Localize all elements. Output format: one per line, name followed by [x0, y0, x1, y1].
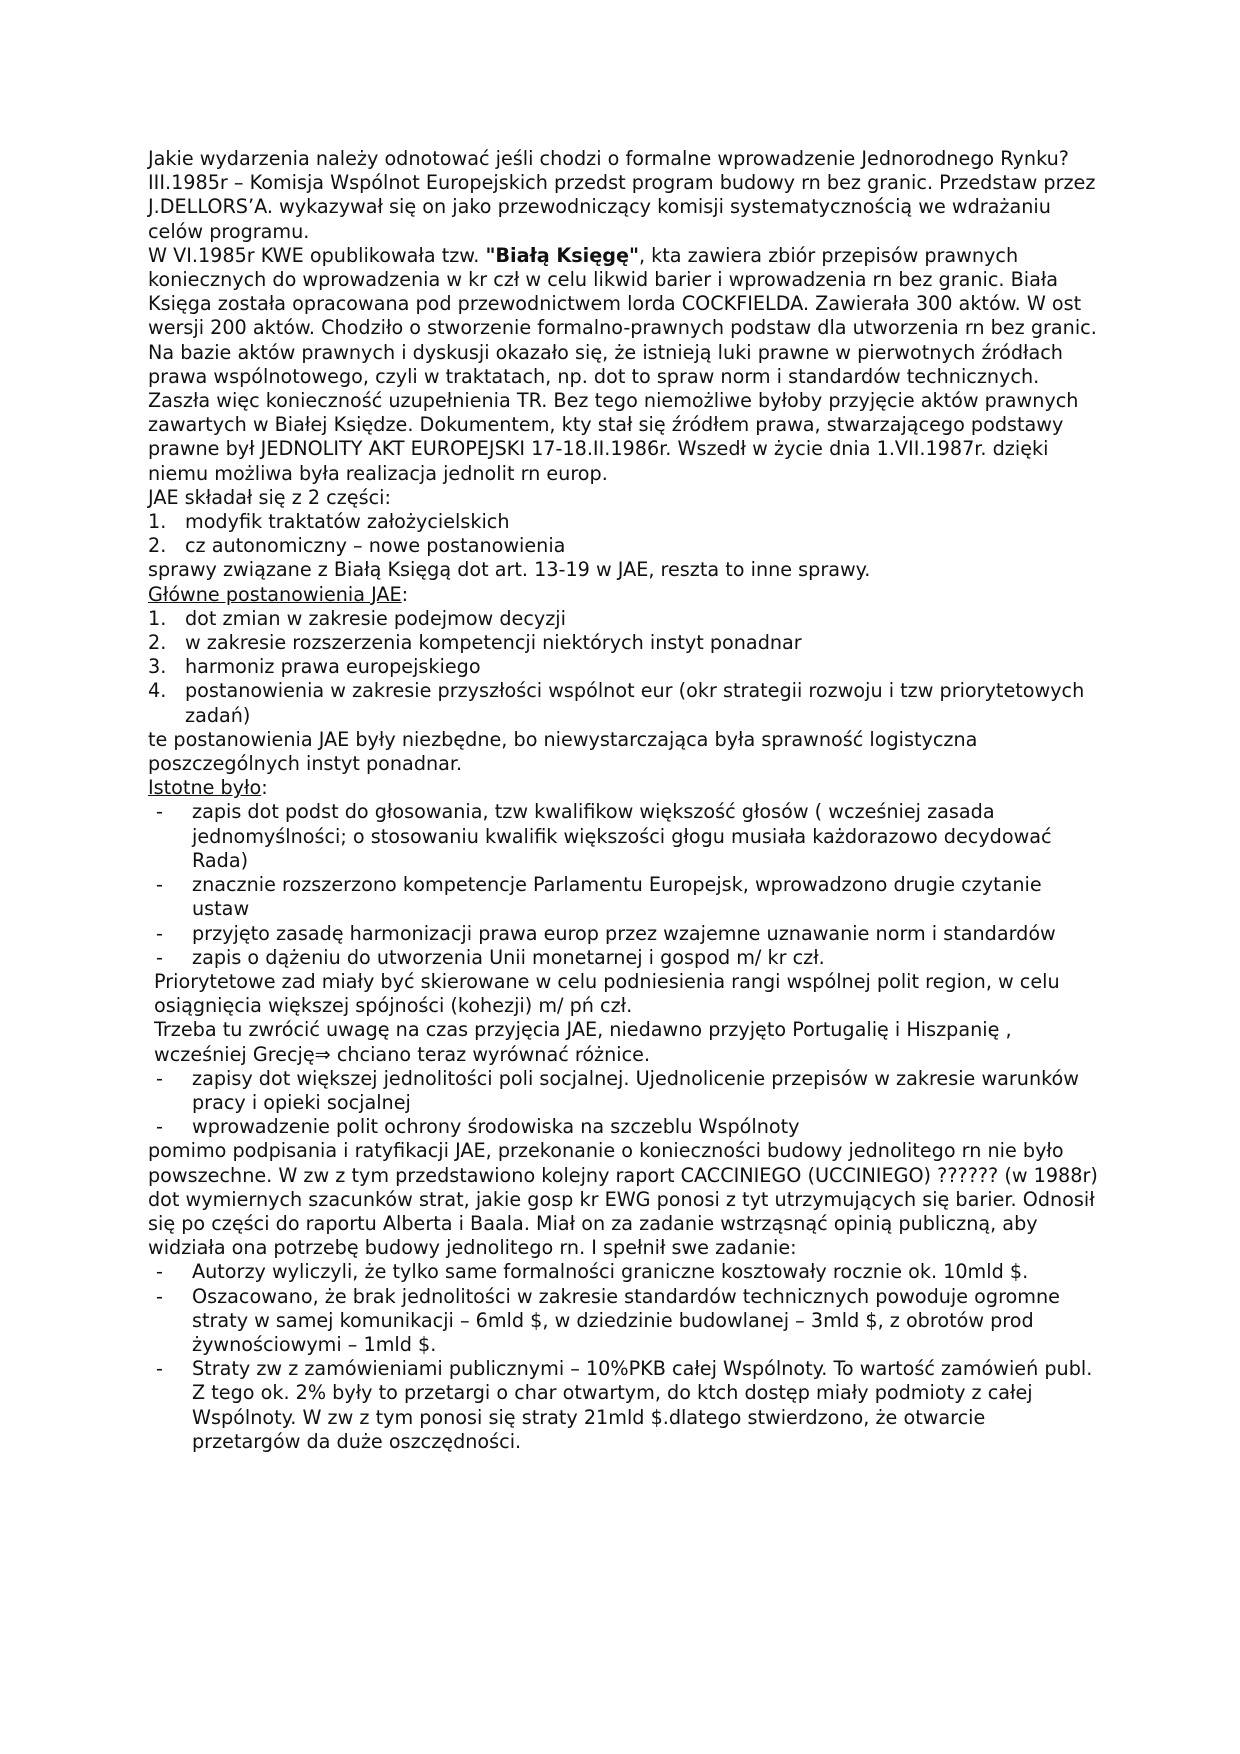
list-item-text: dot zmian w zakresie podejmow decyzji [185, 606, 566, 630]
list-item [148, 922, 1098, 946]
list-item [148, 1067, 1098, 1115]
list-dash: - [156, 1115, 163, 1139]
list-number: 2. [148, 534, 167, 558]
list-item-text: cz autonomiczny – nowe postanowienia [185, 534, 566, 558]
list-dash: - [156, 800, 163, 824]
list-item-text: zapisy dot większej jednolitości poli socjalnej. Ujednolicenie przepisów w zakresie warunków pracy i opieki socjalnej [192, 1066, 1079, 1114]
list-dash: - [156, 873, 163, 897]
list-item [148, 655, 1098, 679]
heading-main-provisions [148, 583, 1098, 607]
list-item-text: zapis dot podst do głosowania, tzw kwalifikow większość głosów ( wcześniej zasada jednomyślności; o stosowaniu kwalifik większości głogu musiała każdorazowo decydować Rada) [192, 800, 1052, 872]
list-number: 1. [148, 510, 167, 534]
white-paper-intro: W VI.1985r KWE opublikowała tzw. [148, 243, 486, 267]
paragraph-jae-parts: JAE składał się z 2 części: [148, 485, 391, 509]
heading-important [148, 776, 1098, 800]
list-item-text: harmoniz prawa europejskiego [185, 655, 481, 679]
list-item-text: w zakresie rozszerzenia kompetencji niektórych instyt ponadnar [185, 631, 802, 655]
list-dash: - [156, 945, 163, 969]
paragraph-priority-tasks: Priorytetowe zad miały być skierowane w celu podniesienia rangi wspólnej polit region, w celu osiągnięcia większej spójności (kohezji) m/ pń czł. [154, 969, 1060, 1018]
paragraph-provisions-necessary: te postanowienia JAE były niezbędne, bo niewystarczająca była sprawność logistyczna poszczególnych instyt ponadnar. [148, 727, 978, 776]
list-item [148, 946, 1098, 970]
list-dash: - [156, 1260, 163, 1284]
list-item [148, 679, 1098, 727]
list-number: 1. [148, 606, 167, 630]
paragraph-single-european-act: Na bazie aktów prawnych i dyskusji okazało się, że istnieją luki prawne w pierwotnych źródłach prawa wspólnotowego, czyli w traktatach, np. dot to spraw norm i standardów technicznych. Zaszła więc konieczność uzupełnienia TR. Bez tego niemożliwe byłoby przyjęcie aktów prawnych zawartych w Białej Księdze. Dokumentem, kty stał się źródłem prawa, stwarzającego podstawy prawne był JEDNOLITY AKT EUROPEJSKI 17-18.II.1986r. Wszedł w życie dnia 1.VII.1987r. dzięki niemu możliwa była realizacja jednolit rn europ. [148, 340, 1079, 485]
list-item-text: zapis o dążeniu do utworzenia Unii monetarnej i gospod m/ kr czł. [192, 945, 825, 969]
white-paper-title: "Białą Księgę" [485, 243, 639, 267]
list-number: 3. [148, 655, 167, 679]
list-dash: - [156, 1284, 163, 1308]
list-item-text: Oszacowano, że brak jednolitości w zakresie standardów technicznych powoduje ogromne straty w samej komunikacji – 6mld $, w dziedzinie budowlanej – 3mld $, z obrotów prod żywnościowymi – 1mld $. [192, 1284, 1060, 1356]
paragraph-enlargement: Trzeba tu zwrócić uwagę na czas przyjęcia JAE, niedawno przyjęto Portugalię i Hiszpanię , wcześniej Grecję⇒ chciano teraz wyrównać różnice. [154, 1018, 1012, 1066]
list-social-policy [148, 1067, 1098, 1140]
paragraph-white-paper-articles: sprawy związane z Białą Księgą dot art. 13-19 w JAE, reszta to inne sprawy. [148, 558, 871, 582]
paragraph-white-paper [148, 244, 1098, 341]
list-item-text: Straty zw z zamówieniami publicznymi – 10%PKB całej Wspólnoty. To wartość zamówień publ. Z tego ok. 2% były to przetargi o char otwartym, do ktch dostęp miały podmioty z całej Wspólnoty. W zw z tym ponosi się straty 21mld $.dlatego stwierdzono, że otwarcie przetargów da duże oszczędności. [192, 1357, 1093, 1453]
list-item-text: przyjęto zasadę harmonizacji prawa europ przez wzajemne uznawanie norm i standardów [192, 921, 1056, 945]
list-item-text: wprowadzenie polit ochrony środowiska na szczeblu Wspólnoty [192, 1115, 800, 1139]
list-number: 4. [148, 679, 167, 703]
list-item [148, 1260, 1098, 1284]
list-jae-parts [148, 510, 1098, 558]
question-paragraph: Jakie wydarzenia należy odnotować jeśli chodzi o formalne wprowadzenie Jednorodnego Rynku? [148, 147, 1069, 170]
white-paper-body: , kta zawiera zbiór przepisów prawnych koniecznych do wprowadzenia w kr czł w celu likwid barier i wprowadzenia rn bez granic. Biała Księga została opracowana pod przewodnictwem lorda COCKFIELDA. Zawierała 300 aktów. W ost wersji 200 aktów. Chodziło o stworzenie formalno-prawnych podstaw dla utworzenia rn bez granic. [148, 243, 1097, 340]
heading-main-provisions-text: Główne postanowienia JAE [148, 582, 402, 606]
list-important-points [148, 800, 1098, 969]
list-item [148, 1285, 1098, 1358]
list-dash: - [156, 921, 163, 945]
list-item [148, 607, 1098, 631]
list-item [148, 873, 1098, 921]
document-page [148, 147, 1098, 1454]
list-item-text: postanowienia w zakresie przyszłości wspólnot eur (okr strategii rozwoju i tzw priorytetowych zadań) [185, 679, 1085, 727]
list-main-provisions [148, 607, 1098, 728]
list-item-text: Autorzy wyliczyli, że tylko same formalności graniczne kosztowały rocznie ok. 10mld $. [192, 1260, 1029, 1284]
heading-important-text: Istotne było [148, 776, 262, 800]
heading-colon: : [401, 582, 409, 606]
paragraph-cecchini-report: pomimo podpisania i ratyfikacji JAE, przekonanie o konieczności budowy jednolitego rn nie było powszechne. W zw z tym przedstawiono kolejny raport CACCINIEGO (UCCINIEGO) ?????? (w 1988r) dot wymiernych szacunków strat, jakie gosp kr EWG ponosi z tyt utrzymujących się barier. Odnosił się po części do raportu Alberta i Baala. Miał on za zadanie wstrząsnąć opinią publiczną, aby widziała ona potrzebę budowy jednolitego rn. I spełnił swe zadanie: [148, 1139, 1098, 1260]
list-item [148, 510, 1098, 534]
list-item [148, 1115, 1098, 1139]
list-cost-estimates [148, 1260, 1098, 1454]
list-item [148, 631, 1098, 655]
list-item-text: modyfik traktatów założycielskich [185, 510, 510, 534]
list-dash: - [156, 1066, 163, 1090]
list-item [148, 534, 1098, 558]
list-item [148, 800, 1098, 873]
list-item [148, 1357, 1098, 1454]
paragraph-commission-program: III.1985r – Komisja Wspólnot Europejskich przedst program budowy rn bez granic. Przedstaw przez J.DELLORS’A. wykazywał się on jako przewodniczący komisji systematycznością we wdrażaniu celów programu. [148, 171, 1096, 243]
list-item-text: znacznie rozszerzono kompetencje Parlamentu Europejsk, wprowadzono drugie czytanie ustaw [192, 873, 1042, 921]
list-dash: - [156, 1357, 163, 1381]
list-number: 2. [148, 631, 167, 655]
heading-colon: : [261, 776, 268, 800]
